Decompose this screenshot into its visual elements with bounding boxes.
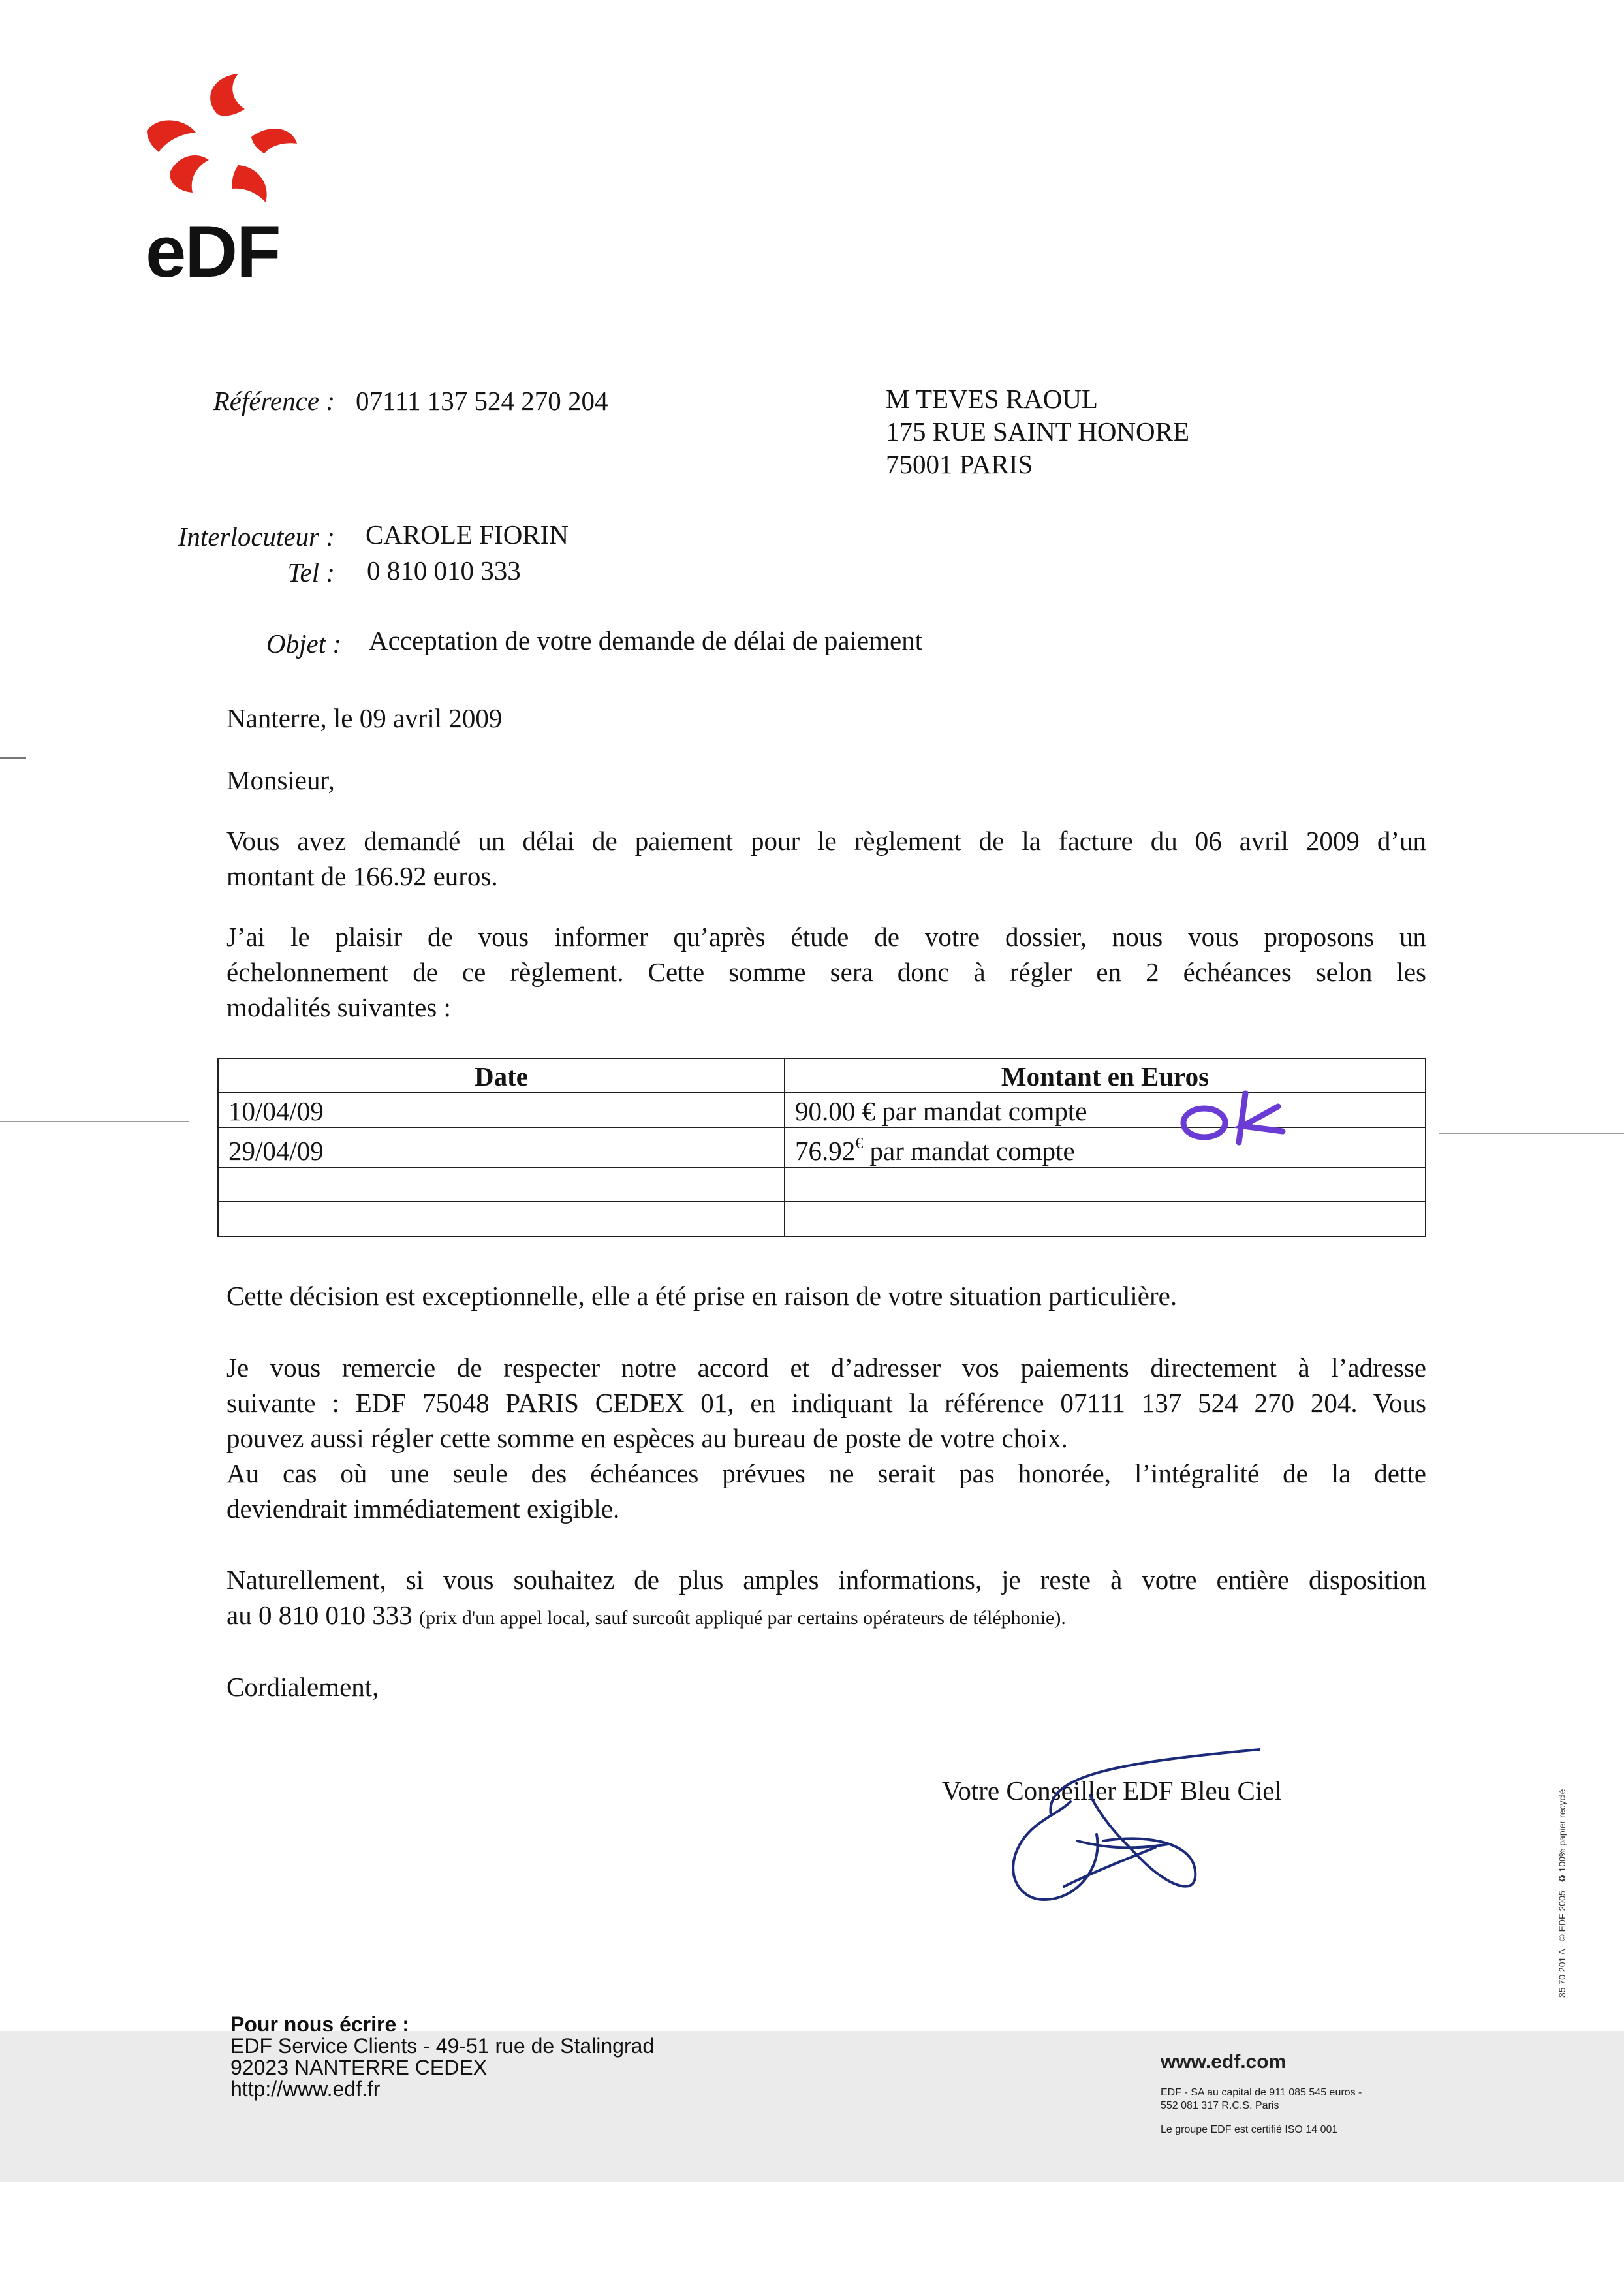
footer-legal: www.edf.com EDF - SA au capital de 911 085 545 euros - 552 081 317 R.C.S. Paris Le groupe EDF est certifié ISO 14 001: [1161, 2051, 1362, 2135]
empty-cell: [218, 1167, 785, 1202]
date-column-header: Date: [218, 1058, 785, 1093]
subject-value: Acceptation de votre demande de délai de paiement: [369, 625, 923, 655]
paragraph-decision: Cette décision est exceptionnelle, elle a été prise en raison de votre situation particulière.: [226, 1281, 1178, 1311]
table-row: [218, 1202, 1426, 1236]
empty-cell: [785, 1202, 1426, 1236]
table-row: [218, 1167, 1426, 1202]
paragraph-request: Vous avez demandé un délai de paiement pour le règlement de la facture du 06 avril 2009 d’un montant de 166.92 euros.: [226, 826, 1426, 891]
paragraph-contact-info: Naturellement, si vous souhaitez de plus amples informations, je reste à votre entière disposition au 0 810 010 333 (prix d'un appel local, sauf surcoût appliqué par certains opérateurs de téléphonie).: [226, 1565, 1426, 1630]
footer-website-link[interactable]: http://www.edf.fr: [230, 2077, 381, 2101]
recipient-street: 175 RUE SAINT HONORE: [886, 416, 1190, 447]
closing: Cordialement,: [226, 1672, 379, 1702]
reference-value: 07111 137 524 270 204: [356, 386, 608, 416]
handwritten-signature: [973, 1736, 1260, 1932]
paragraph-payment-address: Je vous remercie de respecter notre accord et d’adresser vos paiements directement à l’adresse suivante : EDF 75048 PARIS CEDEX 01, en indiquant la référence 07111 137 524 270 204. Vous pouvez aussi régler cette somme en espèces au bureau de poste de votre choix. Au cas où une seule des échéances prévues ne serait pas honorée, l’intégralité de la dette deviendrait immédiatement exigible.: [226, 1353, 1426, 1524]
subject-label: Objet :: [266, 629, 341, 659]
date-cell: 10/04/09: [218, 1093, 785, 1127]
tel-value: 0 810 010 333: [367, 556, 521, 586]
scan-mark: [0, 757, 26, 759]
tel-label: Tel :: [287, 557, 335, 588]
date-cell: 29/04/09: [218, 1127, 785, 1167]
recipient-name: M TEVES RAOUL: [886, 384, 1098, 414]
contact-label: Interlocuteur :: [178, 522, 335, 552]
contact-value: CAROLE FIORIN: [366, 520, 569, 550]
amount-column-header: Montant en Euros: [785, 1058, 1426, 1093]
edf-wordmark: eDF: [146, 211, 280, 292]
footer-address: Pour nous écrire : EDF Service Clients - 49-51 rue de Stalingrad 92023 NANTERRE CEDEX http://www.edf.fr: [230, 2013, 655, 2101]
edf-website-link[interactable]: www.edf.com: [1161, 2051, 1287, 2073]
handwritten-ok-note: [1168, 1080, 1299, 1152]
empty-cell: [218, 1202, 785, 1236]
empty-cell: [785, 1167, 1426, 1202]
scan-mark: [1439, 1133, 1624, 1134]
salutation: Monsieur,: [226, 765, 335, 795]
edf-logo: [140, 69, 310, 290]
edf-flower-icon: [140, 69, 310, 212]
signoff: Votre Conseiller EDF Bleu Ciel: [942, 1776, 1282, 1806]
amount-cell: 90.00 € par mandat compte: [785, 1093, 1426, 1127]
recipient-city: 75001 PARIS: [886, 449, 1033, 479]
paragraph-proposal: J’ai le plaisir de vous informer qu’après étude de votre dossier, nous vous proposons un échelonnement de ce règlement. Cette somme sera donc à régler en 2 échéances selon les modalités suivantes :: [226, 922, 1426, 1022]
scan-mark: [0, 1121, 189, 1122]
reference-label: Référence :: [213, 386, 335, 416]
place-date: Nanterre, le 09 avril 2009: [226, 703, 503, 733]
amount-cell: 76.92€ par mandat compte: [785, 1127, 1426, 1167]
